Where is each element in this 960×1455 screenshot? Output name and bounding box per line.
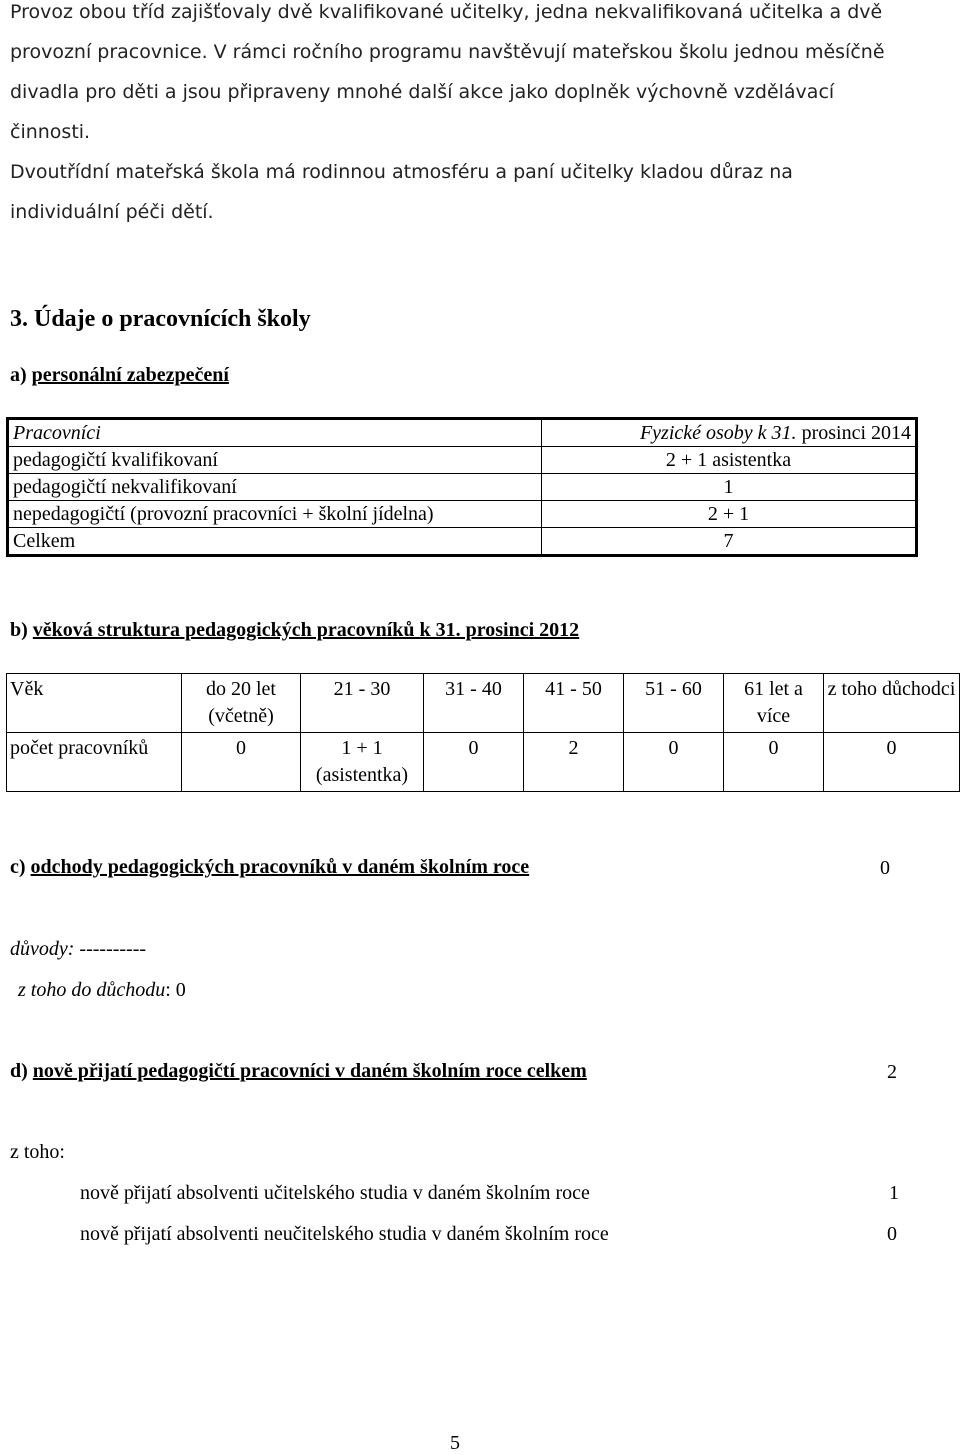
subsection-c-heading: [10, 856, 529, 879]
reasons-dashes: ----------: [74, 938, 147, 960]
row-label: nepedagogičtí (provozní pracovníci + školní jídelna): [8, 501, 542, 528]
header-cell-italic: Fyzické osoby k 31.: [639, 422, 797, 444]
staff-table: [6, 417, 918, 557]
intro-paragraphs: [10, 0, 950, 232]
subsection-prefix: c): [10, 856, 26, 878]
row-value: 0: [624, 733, 724, 792]
row-value: 0: [824, 733, 960, 792]
header-cell: Věk: [7, 674, 182, 733]
row-label: Celkem: [8, 528, 542, 556]
subsection-label: nově přijatí pedagogičtí pracovníci v daném školním roce celkem: [32, 1060, 587, 1082]
intro-line: Dvoutřídní mateřská škola má rodinnou atmosféru a paní učitelky kladou důraz na: [10, 161, 793, 183]
age-structure-table: [6, 673, 960, 792]
header-cell: z toho důchodci: [824, 674, 960, 733]
header-cell: do 20 let (včetně): [182, 674, 301, 733]
new-teacher-grads-value: 1: [889, 1182, 899, 1204]
row-value: 1: [542, 474, 917, 501]
subsection-prefix: d): [10, 1060, 28, 1082]
subsection-label: personální zabezpečení: [31, 364, 229, 386]
header-cell: 51 - 60: [624, 674, 724, 733]
table-header-row: [7, 674, 960, 733]
subsection-b-heading: [10, 619, 579, 642]
retirement-label: z toho do důchodu: [18, 979, 166, 1001]
reasons-label: důvody:: [10, 938, 75, 960]
of-which-label: z toho:: [10, 1141, 65, 1163]
subsection-d-heading: [10, 1060, 587, 1083]
subsection-label: věková struktura pedagogických pracovníků k 31. prosinci 2012: [32, 619, 580, 641]
row-value: 7: [542, 528, 917, 556]
reasons-line: [10, 938, 146, 961]
row-label: pedagogičtí kvalifikovaní: [8, 447, 542, 474]
header-cell: [542, 419, 917, 447]
table-row: [7, 733, 960, 792]
header-cell-rest: prosinci 2014: [796, 422, 911, 444]
table-header-row: [8, 419, 917, 447]
subsection-label: odchody pedagogických pracovníků v daném školním roce: [30, 856, 530, 878]
departures-value: 0: [880, 857, 890, 879]
subsection-a-heading: [10, 364, 229, 387]
header-cell: Pracovníci: [8, 419, 542, 447]
table-row: [8, 474, 917, 501]
row-value: 0: [424, 733, 524, 792]
new-teacher-grads-label: nově přijatí absolventi učitelského studia v daném školním roce: [80, 1182, 590, 1204]
header-cell: 61 let a více: [724, 674, 824, 733]
row-value: 2 + 1 asistentka: [542, 447, 917, 474]
row-value: 2: [524, 733, 624, 792]
intro-line: činnosti.: [10, 121, 91, 143]
intro-line: provozní pracovnice. V rámci ročního programu navštěvují mateřskou školu jednou měsíčně: [10, 41, 885, 63]
subsection-prefix: b): [10, 619, 28, 641]
header-cell: 41 - 50: [524, 674, 624, 733]
section-heading: 3. Údaje o pracovnících školy: [10, 306, 311, 332]
row-label: pedagogičtí nekvalifikovaní: [8, 474, 542, 501]
header-cell: 31 - 40: [424, 674, 524, 733]
row-value: 1 + 1 (asistentka): [301, 733, 424, 792]
page-number: 5: [450, 1432, 460, 1454]
row-label: počet pracovníků: [7, 733, 182, 792]
table-row: [8, 528, 917, 556]
row-value: 0: [182, 733, 301, 792]
retirement-value: : 0: [165, 979, 186, 1001]
retirement-line: [18, 979, 186, 1002]
table-row: [8, 447, 917, 474]
intro-line: Provoz obou tříd zajišťovaly dvě kvalifikované učitelky, jedna nekvalifikovaná učitelka a dvě: [10, 1, 883, 23]
new-other-grads-label: nově přijatí absolventi neučitelského studia v daném školním roce: [80, 1223, 609, 1245]
row-value: 2 + 1: [542, 501, 917, 528]
subsection-prefix: a): [10, 364, 27, 386]
header-cell: 21 - 30: [301, 674, 424, 733]
intro-line: divadla pro děti a jsou připraveny mnohé další akce jako doplněk výchovně vzdělávací: [10, 81, 835, 103]
row-value: 0: [724, 733, 824, 792]
new-hires-value: 2: [887, 1061, 897, 1083]
table-row: [8, 501, 917, 528]
intro-line: individuální péči dětí.: [10, 201, 214, 223]
new-other-grads-value: 0: [887, 1223, 897, 1245]
